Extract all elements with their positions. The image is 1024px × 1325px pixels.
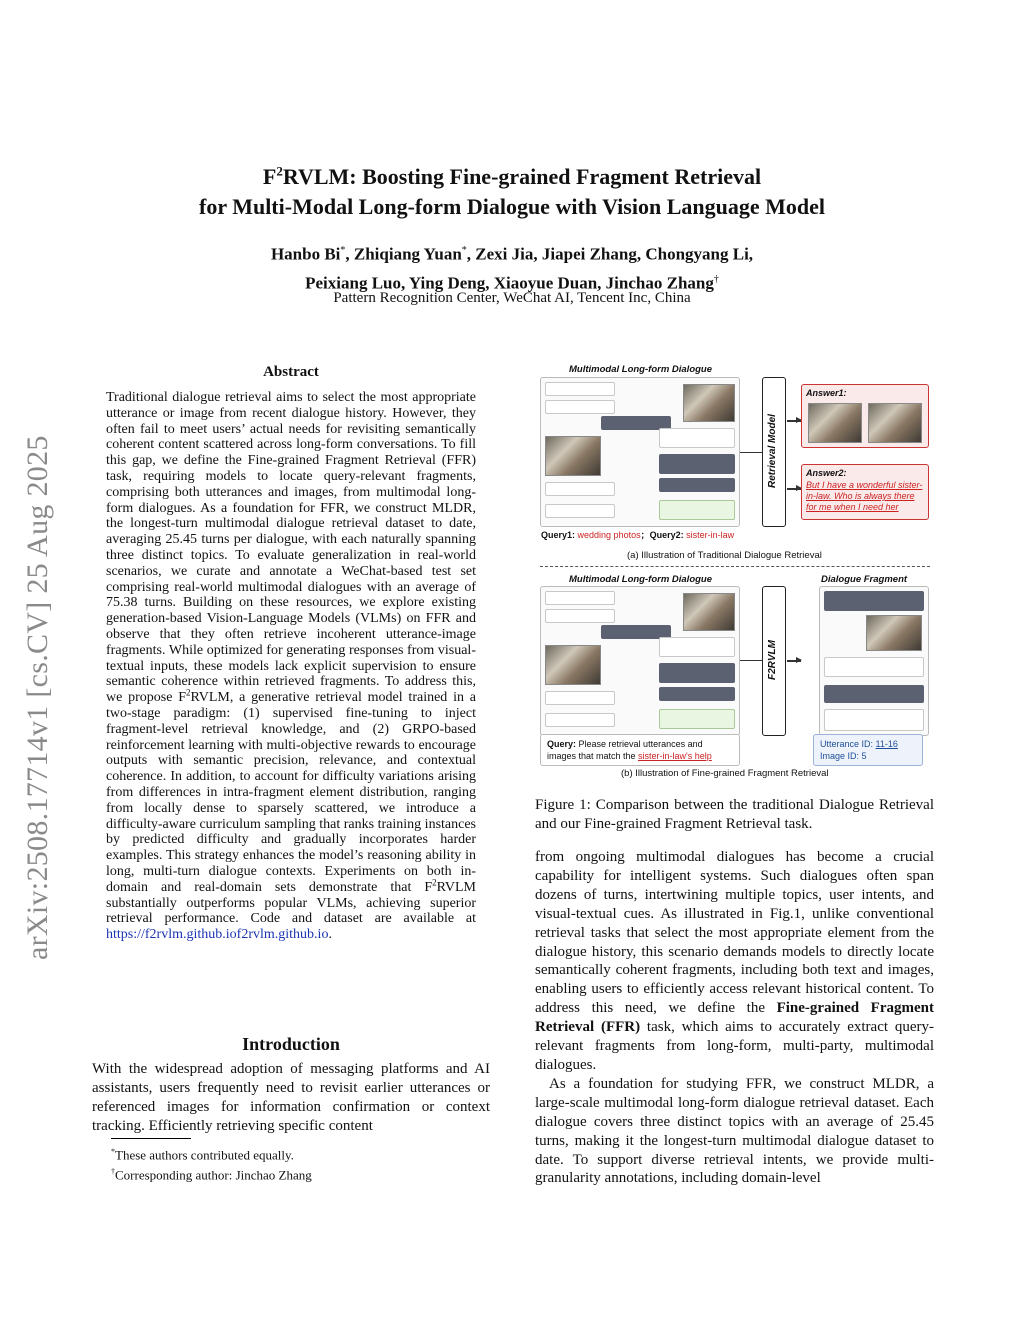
answer2-box (801, 464, 929, 520)
chat-bubble (659, 428, 735, 448)
author-mark: † (713, 273, 719, 285)
author-separator: , (636, 244, 646, 264)
fig-a-dialogue (540, 377, 740, 527)
author-line-1 (0, 238, 1024, 267)
figure-1-caption-block (535, 796, 934, 834)
abstract-sup2: 2 (432, 877, 437, 888)
chat-bubble (824, 657, 924, 677)
footnotes (111, 1143, 312, 1184)
chat-bubble (659, 454, 735, 474)
arrow-icon (787, 488, 801, 490)
abstract-end: . (328, 927, 332, 943)
introduction-heading: Introduction (242, 1034, 340, 1054)
f2rvlm-model-label: F2RVLM (767, 640, 778, 680)
chat-bubble (545, 400, 615, 414)
chat-bubble (545, 691, 615, 705)
chat-bubble (545, 482, 615, 496)
author-mark: * (340, 245, 346, 256)
chat-bubble (659, 478, 735, 492)
chat-bubble (545, 713, 615, 727)
answer-photo (808, 403, 862, 443)
chat-bubble (659, 637, 735, 657)
author-separator: , (485, 273, 494, 293)
author-name: Jinchao Zhang (605, 273, 714, 293)
code-link[interactable]: https://f2rvlm.github.iof2rvlm.github.io (106, 927, 329, 943)
arrow-icon (787, 660, 801, 662)
fig-b-title: Multimodal Long-form Dialogue (569, 574, 713, 585)
title-prefix: F (262, 164, 277, 189)
fig-b-result-ids: Utterance ID: 11-16 Image ID: 5 (813, 734, 923, 766)
author-separator: , (533, 244, 542, 264)
answer-photo (868, 403, 922, 443)
author-name: Peixiang Luo (305, 273, 401, 293)
wedding-photo (683, 593, 735, 631)
abstract-part3: RVLM substantially outperforms popular VLMs, achieving superior retrieval performance. Code and dataset are available at (106, 879, 476, 927)
fig-b-caption: (b) Illustration of Fine-grained Fragment Retrieval (621, 768, 829, 779)
chat-bubble (545, 504, 615, 518)
footnote-1: *These authors contributed equally. (111, 1147, 294, 1163)
author-list (0, 238, 1024, 295)
fig-b-dialogue (540, 586, 740, 736)
answer2-label: Answer2: (806, 468, 847, 478)
abstract-part2: RVLM, a generative retrieval model trained in a two-stage paradigm: (1) supervised fine-tuning to inject fragment-level retrieval knowledge, and (2) GRPO-based reinforcement learning with multi-objective rewards to encourage outputs with semantic precision, relevance, and contextual coherence. In addition, to account for difficulty variations arising from differences in intra-fragment element distribution, ranging from locally dense to sparsely scattered, we introduce a difficulty-aware curriculum sampling that ranks training instances by predicted difficulty and gradually incorporates harder examples. This strategy enhances the model’s reasoning ability in long, multi-turn dialogue contexts. Experiments on both in-domain and real-domain sets demonstrate that F (106, 690, 476, 895)
arxiv-identifier: arXiv:2508.17714v1 [cs.CV] 25 Aug 2025 (21, 435, 54, 960)
footnote-2: †Corresponding author: Jinchao Zhang (111, 1167, 312, 1183)
author-name: Jiapei Zhang (541, 244, 637, 264)
author-separator: , (748, 244, 754, 264)
answer1-label: Answer1: (806, 388, 847, 398)
fragment-photo (866, 615, 922, 651)
author-separator: , (597, 273, 606, 293)
author-separator: , (345, 244, 354, 264)
introduction-left-text: With the widespread adoption of messaging platforms and AI assistants, users frequently need to revisit earlier utterances or referenced images for information confirmation or context tracking. Efficiently retrieving specific content (92, 1061, 490, 1134)
author-separator: , (401, 273, 409, 293)
answer1-box (801, 384, 929, 448)
fig-a-queries: Query1: wedding photos；Query2: sister-in-law (541, 530, 735, 540)
introduction-right (535, 848, 934, 1188)
answer2-text: But I have a wonderful sister-in-law. Who is always there for me when I need her (806, 480, 923, 512)
title-line2: for Multi-Modal Long-form Dialogue with Vision Language Model (199, 194, 825, 219)
introduction-left (92, 1034, 490, 1136)
author-name: Hanbo Bi (270, 244, 341, 264)
author-name: Chongyang Li (645, 244, 749, 264)
chat-bubble (824, 685, 924, 703)
author-name: Zhiqiang Yuan (353, 244, 462, 264)
figure-divider (540, 566, 930, 567)
intro-right-paragraph-2: As a foundation for studying FFR, we construct MLDR, a large-scale multimodal long-form dialogue retrieval dataset. Each dialogue covers three distinct topics with an average of 25.45 turns, making it the longest-turn multimodal dialogue dataset to date. To support diverse retrieval intents, we provide multi-granularity annotations, including domain-level (535, 1075, 934, 1187)
title-superscript: 2 (276, 163, 283, 179)
intro-right-paragraph-1: from ongoing multimodal dialogues has become a crucial capability for intelligent systems. Such dialogues often span dozens of turns, intertwining multiple topics, user intents, and visual-textual cues. As illustrated in Fig.1, unlike conventional retrieval tasks that select the most appropriate element from the dialogue history, this scenario demands models to directly locate semantically coherent fragments, including both text and images, enabling users to efficiently access relevant historical content. To address this need, we define the Fine-grained Fragment Retrieval (FFR) task, which aims to accurately extract query-relevant fragments from long-form, multi-party, multimodal dialogues. (535, 849, 934, 1073)
abstract-part1: Traditional dialogue retrieval aims to select the most appropriate utterance or image from recent dialogue history. However, they often fail to meet users’ actual needs for revisiting semantically coherent content scattered across long-form conversations. To fill this gap, we define the Fine-grained Fragment Retrieval (FFR) task, requiring models to locate query-relevant fragments, comprising both utterances and images, from multimodal long-form dialogues. As a foundation for FFR, we construct MLDR, the longest-turn multimodal dialogue retrieval dataset to date, averaging 25.45 turns per dialogue, with each naturally spanning three distinct topics. To evaluate generalization in real-world scenarios, we curate and annotate a WeChat-based test set comprising real-world multimodal dialogues with an average of 75.38 turns. Building on these resources, we explore existing generation-based Vision-Language Models (VLMs) on FFR and observe that they often retrieve incoherent utterance-image fragments. While optimized for generating responses from visual-textual inputs, these models lack explicit supervision to ensure semantic coherence within retrieved fragments. To address this, we propose F (106, 390, 476, 706)
wedding-photo (545, 436, 601, 476)
affiliation: Pattern Recognition Center, WeChat AI, Tencent Inc, China (333, 290, 691, 306)
fig-b-query: Query: Please retrieval utterances and images that match the sister-in-law's help (540, 734, 740, 766)
title-line1: RVLM: Boosting Fine-grained Fragment Retrieval (282, 164, 762, 189)
chat-bubble (659, 687, 735, 701)
footnote-rule (111, 1138, 191, 1139)
abstract-body (92, 390, 490, 943)
author-name: Ying Deng (408, 273, 486, 293)
author-separator: , (466, 244, 476, 264)
arrow-icon (787, 420, 801, 422)
fig-a-caption: (a) Illustration of Traditional Dialogue Retrieval (627, 550, 822, 561)
connector (740, 452, 762, 453)
author-name: Zexi Jia (475, 244, 534, 264)
figure-1-caption: Figure 1: Comparison between the traditional Dialogue Retrieval and our Fine-grained Fragment Retrieval task. (535, 797, 934, 832)
author-name: Xiaoyue Duan (493, 273, 598, 293)
chat-bubble (659, 500, 735, 520)
chat-bubble (659, 663, 735, 683)
author-mark: * (461, 245, 467, 256)
abstract-heading: Abstract (263, 364, 319, 380)
retrieval-model-label: Retrieval Model (767, 414, 778, 488)
fig-b-fragment-title: Dialogue Fragment (821, 574, 908, 585)
paper-title (0, 162, 1024, 222)
chat-bubble (545, 609, 615, 623)
wedding-photo (683, 384, 735, 422)
connector (740, 660, 762, 661)
chat-bubble (545, 382, 615, 396)
fig-a-title: Multimodal Long-form Dialogue (569, 364, 713, 375)
wedding-photo (545, 645, 601, 685)
fig-b-fragment (819, 586, 929, 736)
chat-bubble (824, 591, 924, 611)
chat-bubble (659, 709, 735, 729)
figure-1 (535, 360, 935, 785)
abstract-sup1: 2 (186, 687, 191, 698)
chat-bubble (824, 709, 924, 731)
chat-bubble (545, 591, 615, 605)
abstract-section (92, 364, 490, 943)
